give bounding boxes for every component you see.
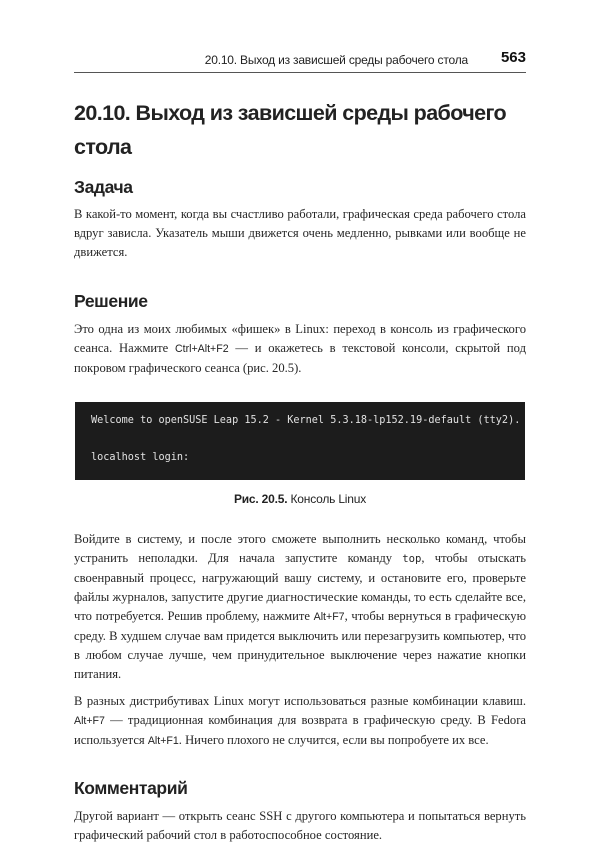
- keyboard-shortcut: Alt+F7: [313, 611, 345, 623]
- task-heading: Задача: [74, 177, 133, 197]
- comment-paragraph: Другой вариант — открыть сеанс SSH с другого компьютера и попытаться вернуть графический рабочий стол в работоспособное состояние.: [74, 809, 526, 842]
- task-paragraph: В какой-то момент, когда вы счастливо работали, графическая среда рабочего стола вдруг зависла. Указатель мыши движется очень медленно, рывками или вообще не движется.: [74, 207, 526, 259]
- solution-text-b: — и окажетесь в текстовой консоли, скрытой под покровом графического сеанса (рис. 20.5).: [74, 341, 526, 375]
- page-content: [74, 96, 526, 845]
- solution-heading: Решение: [74, 291, 148, 311]
- body-paragraph-1: [74, 530, 526, 684]
- p2-text-c: , чтобы вернуться в графическую среду. В худшем случае вам придется выключить или перезагрузить компьютер, что в любом случае лучше, чем принудительное выключение через нажатие кнопки питания.: [74, 609, 526, 681]
- page-number: 563: [500, 49, 526, 66]
- p2-text-a: Войдите в систему, и после этого сможете выполнить несколько команд, чтобы устранить неполадки. Для начала запустите команду: [74, 532, 526, 565]
- figure-caption-label: Рис. 20.5.: [233, 492, 288, 506]
- figure-caption-text: Консоль Linux: [287, 492, 367, 506]
- solution-paragraph: [74, 320, 526, 378]
- p2-text-b: , чтобы отыскать своенравный процесс, нагружающий вашу систему, и остановите его, проверьте файлы журналов, запустите другие диагностические команды, то есть сделайте все, что потребуется. Решив проблему, нажмите: [74, 551, 526, 623]
- running-head: [74, 48, 526, 73]
- terminal-login-prompt: localhost login:: [91, 452, 190, 463]
- keyboard-shortcut: Alt+F7: [74, 715, 105, 727]
- keyboard-shortcut: Alt+F1: [147, 735, 179, 747]
- p3-text-b: — традиционная комбинация для возврата в графическую среду. В Fedora используется: [74, 713, 526, 747]
- section-heading: 20.10. Выход из зависшей среды рабочего стола: [74, 101, 507, 159]
- terminal-screenshot: [75, 402, 525, 480]
- figure: [74, 402, 526, 506]
- solution-text-a: Это одна из моих любимых «фишек» в Linux: переход в консоль из графического сеанса. Нажмите: [74, 322, 526, 355]
- body-paragraph-2: [74, 692, 526, 751]
- keyboard-shortcut: Ctrl+Alt+F2: [175, 343, 229, 355]
- p3-text-c: . Ничего плохого не случится, если вы попробуете их все.: [178, 733, 489, 747]
- figure-caption: [74, 492, 526, 506]
- terminal-welcome-line: Welcome to openSUSE Leap 15.2 - Kernel 5.3.18-lp152.19-default (tty2).: [91, 415, 521, 426]
- comment-heading: Комментарий: [74, 778, 188, 798]
- running-head-title: 20.10. Выход из зависшей среды рабочего стола: [204, 53, 468, 67]
- inline-command-top: top: [402, 553, 422, 565]
- p3-text-a: В разных дистрибутивах Linux могут использоваться разные комбинации клавиш.: [74, 694, 526, 708]
